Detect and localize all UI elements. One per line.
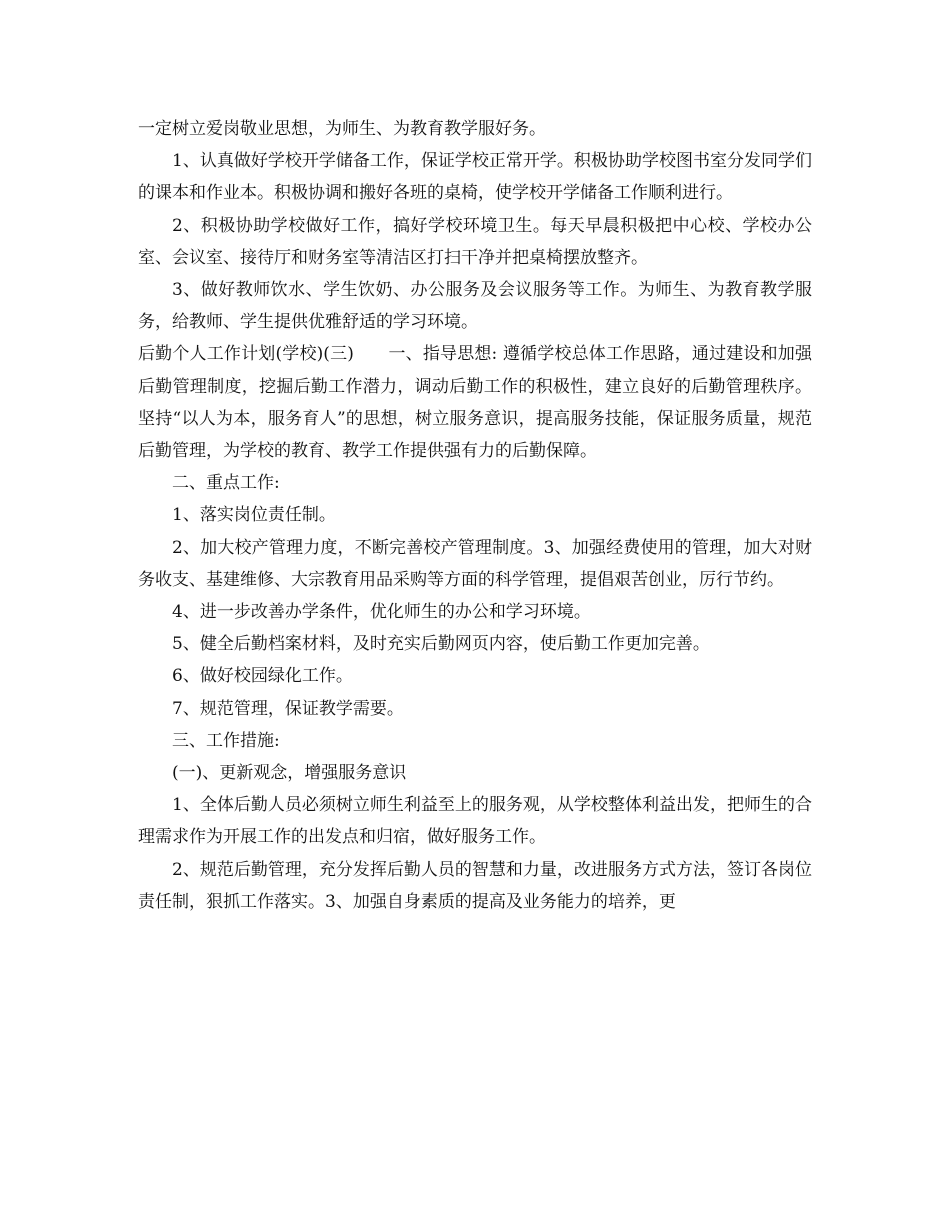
paragraph-15: 1、全体后勤人员必须树立师生利益至上的服务观，从学校整体利益出发，把师生的合理需求作为开展工作的出发点和归宿，做好服务工作。 xyxy=(138,795,812,848)
document-body xyxy=(138,113,812,918)
paragraph-11: 6、做好校园绿化工作。 xyxy=(172,666,353,687)
paragraph-1: 一定树立爱岗敬业思想，为师生、为教育教学服好务。 xyxy=(138,119,546,139)
paragraph-9: 4、进一步改善办学条件，优化师生的办公和学习环境。 xyxy=(172,602,591,623)
paragraph-8: 2、加大校产管理力度，不断完善校产管理制度。3、加强经费使用的管理，加大对财务收支、基建维修、大宗教育用品采购等方面的科学管理，提倡艰苦创业，厉行节约。 xyxy=(138,537,812,590)
paragraph-3: 2、积极协助学校做好工作，搞好学校环境卫生。每天早晨积极把中心校、学校办公室、会议室、接待厅和财务室等清洁区打扫干净并把桌椅摆放整齐。 xyxy=(138,215,812,268)
paragraph-2: 1、认真做好学校开学储备工作，保证学校正常开学。积极协助学校图书室分发同学们的课本和作业本。积极协调和搬好各班的桌椅，使学校开学储备工作顺利进行。 xyxy=(138,151,812,204)
paragraph-14: (一)、更新观念，增强服务意识 xyxy=(172,763,407,784)
section-heading-paragraph: 后勤个人工作计划(学校)(三) 一、指导思想: 遵循学校总体工作思路，通过建设和加强后勤管理制度，挖掘后勤工作潜力，调动后勤工作的积极性，建立良好的后勤管理秩序。坚持“以人为本，服务育人”的思想，树立服务意识，提高服务技能，保证服务质量，规范后勤管理，为学校的教育、教学工作提供强有力的后勤保障。 xyxy=(138,344,812,462)
paragraph-16: 2、规范后勤管理，充分发挥后勤人员的智慧和力量，改进服务方式方法，签订各岗位责任制，狠抓工作落实。3、加强自身素质的提高及业务能力的培养，更 xyxy=(138,859,812,912)
paragraph-4: 3、做好教师饮水、学生饮奶、办公服务及会议服务等工作。为师生、为教育教学服务，给教师、学生提供优雅舒适的学习环境。 xyxy=(138,280,812,333)
paragraph-7: 1、落实岗位责任制。 xyxy=(172,505,336,526)
paragraph-6: 二、重点工作: xyxy=(172,473,280,494)
paragraph-13: 三、工作措施: xyxy=(172,730,280,751)
paragraph-10: 5、健全后勤档案材料，及时充实后勤网页内容，使后勤工作更加完善。 xyxy=(172,634,710,655)
paragraph-12: 7、规范管理，保证教学需要。 xyxy=(172,698,404,719)
